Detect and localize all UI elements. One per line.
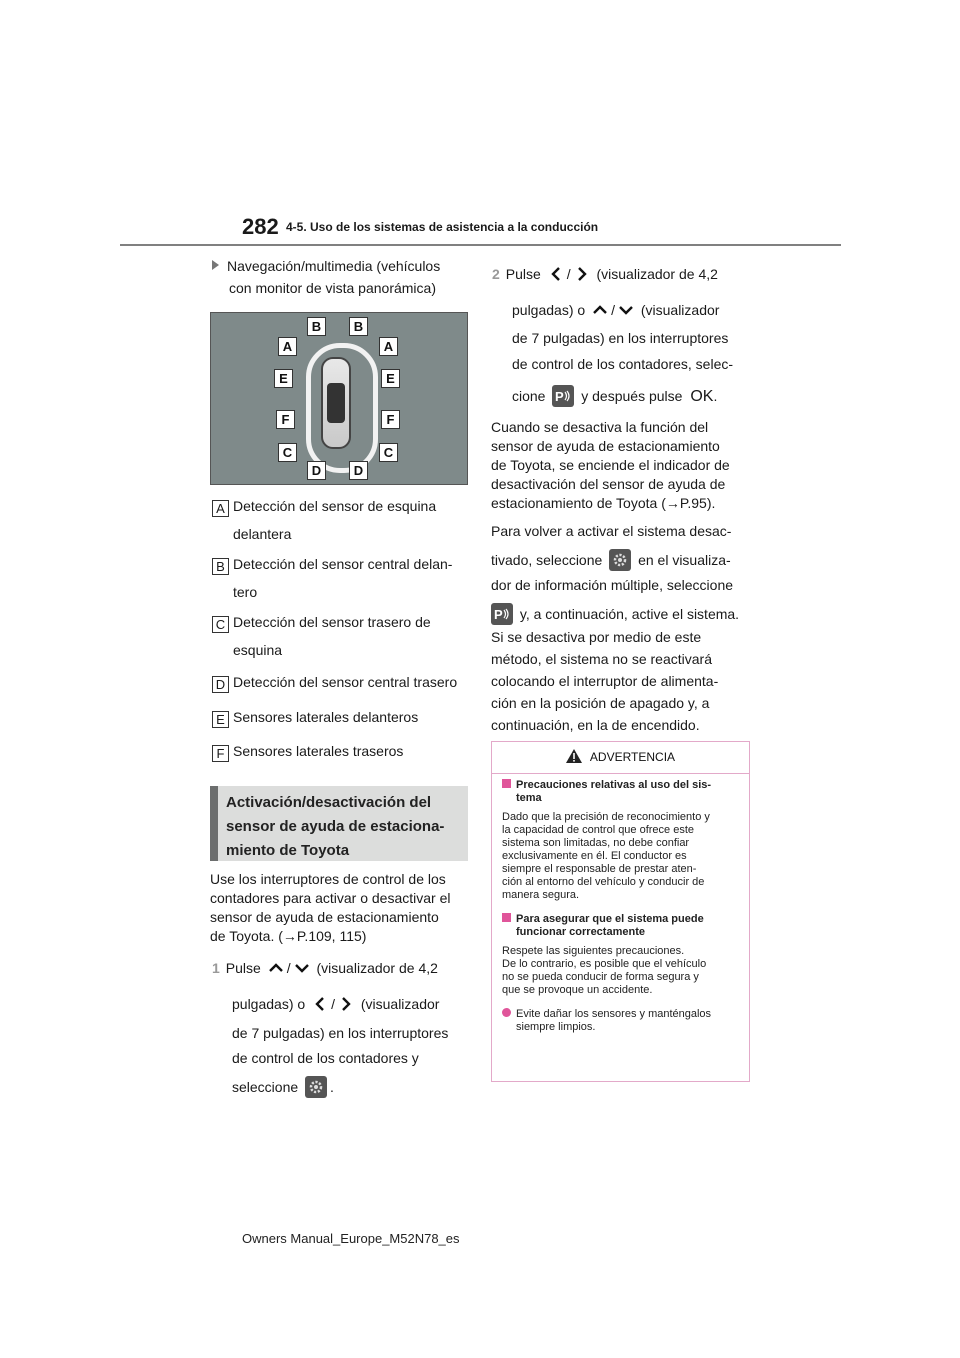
- diagram-label-c-right: C: [379, 443, 398, 462]
- gear-icon: [609, 549, 631, 571]
- diagram-label-d-left: D: [307, 461, 326, 480]
- diagram-label-f-right: F: [381, 410, 400, 429]
- triangle-bullet-icon: [212, 260, 219, 270]
- legend-item-d: D Detección del sensor central trasero: [212, 668, 457, 696]
- step1-line4: de control de los contadores y: [232, 1050, 419, 1066]
- chevron-left-icon: [548, 266, 564, 282]
- warning-bullet-1: Evite dañar los sensores y manténgalos siempre limpios.: [502, 1008, 741, 1034]
- step1-line2: pulgadas) o / (visualizador: [232, 996, 440, 1012]
- section-heading: Activación/desactivación del sensor de ayuda de estaciona- miento de Toyota: [210, 786, 468, 861]
- legend-item-f: F Sensores laterales traseros: [212, 737, 403, 765]
- warning-heading-2: Para asegurar que el sistema puede funcionar correctamente: [502, 913, 741, 939]
- bullet-navigation-line2: con monitor de vista panorámica): [229, 280, 436, 296]
- warning-heading-1: Precauciones relativas al uso del sis- tema: [502, 779, 741, 805]
- legend-item-a: A Detección del sensor de esquina: [212, 492, 436, 520]
- warning-paragraph-1: Dado que la precisión de reconocimiento y la capacidad de control que ofrece este sistema son limitadas, no debe confiar exclusivamente en él. El conductor es siempre el responsable de prestar aten- ción al entorno del vehículo y conducir de manera segura.: [502, 811, 710, 901]
- legend-item-a-line2: delantera: [233, 526, 292, 542]
- step1-line5: seleccione .: [232, 1073, 334, 1101]
- deactivation-paragraph: Cuando se desactiva la función del sensor de ayuda de estacionamiento de Toyota, se enciende el indicador de desactivación del sensor de ayuda de estacionamiento de Toyota (→P.95).: [491, 419, 730, 511]
- step2-line3: de 7 pulgadas) en los interruptores: [512, 330, 729, 346]
- diagram-label-b-right: B: [349, 317, 368, 336]
- diagram-label-f-left: F: [276, 410, 295, 429]
- chevron-up-icon: [592, 302, 608, 318]
- diagram-label-c-left: C: [278, 443, 297, 462]
- diagram-label-e-right: E: [381, 369, 400, 388]
- bullet-navigation: Navegación/multimedia (vehículos: [212, 252, 440, 280]
- chevron-right-icon: [574, 266, 590, 282]
- header-rule: [120, 244, 841, 246]
- diagram-label-a-right: A: [379, 337, 398, 356]
- step2-line5: cione P y después pulse OK.: [512, 382, 717, 411]
- diagram-label-e-left: E: [274, 369, 293, 388]
- diagram-label-d-right: D: [349, 461, 368, 480]
- diagram-label-a-left: A: [278, 337, 297, 356]
- reactivate-line2: tivado, seleccione en el visualiza-: [491, 546, 731, 574]
- chevron-left-icon: [312, 996, 328, 1012]
- warning-header: ADVERTENCIA: [492, 742, 749, 774]
- section-title: 4-5. Uso de los sistemas de asistencia a la conducción: [286, 220, 599, 234]
- svg-text:P: P: [494, 607, 503, 622]
- ok-button-glyph: OK: [690, 388, 714, 405]
- parking-sensor-icon: [491, 603, 513, 625]
- gear-icon: [305, 1076, 327, 1098]
- warning-paragraph-2: Respete las siguientes precauciones. De lo contrario, es posible que el vehículo no se pueda conducir de forma segura y que se provoque un accidente.: [502, 945, 707, 996]
- car-top-view-icon: [321, 357, 351, 449]
- legend-item-e: E Sensores laterales delanteros: [212, 703, 418, 731]
- parking-sensor-icon: [552, 385, 574, 407]
- chevron-up-icon: [268, 960, 284, 976]
- legend-item-c-line2: esquina: [233, 642, 283, 658]
- reactivate-line1: Para volver a activar el sistema desac-: [491, 523, 732, 539]
- step2-line2: pulgadas) o / (visualizador: [512, 302, 720, 318]
- footer-manual-id: Owners Manual_Europe_M52N78_es: [242, 1231, 460, 1246]
- chevron-right-icon: [338, 996, 354, 1012]
- diagram-label-b-left: B: [307, 317, 326, 336]
- svg-text:P: P: [555, 389, 565, 404]
- warning-box: [491, 741, 750, 1082]
- page-number: 282: [242, 214, 279, 239]
- legend-item-c: C Detección del sensor trasero de: [212, 608, 431, 636]
- legend-item-b: B Detección del sensor central delan-: [212, 550, 452, 578]
- step1-line1: 1 Pulse / (visualizador de 4,2: [212, 960, 438, 976]
- step1-line3: de 7 pulgadas) en los interruptores: [232, 1025, 449, 1041]
- step2-line1: 2 Pulse / (visualizador de 4,2: [492, 266, 718, 282]
- chevron-down-icon: [618, 302, 634, 318]
- intro-paragraph: Use los interruptores de control de los contadores para activar o desactivar el sensor de ayuda de estacionamiento de Toyota. (→P.109, 115): [210, 871, 451, 944]
- power-switch-paragraph: Si se desactiva por medio de este método, el sistema no se reactivará colocando el interruptor de alimenta- ción en la posición de apagado y, a continuación, en la de encendido.: [491, 629, 719, 733]
- legend-item-b-line2: tero: [233, 584, 258, 600]
- warning-triangle-icon: [566, 749, 582, 763]
- sensor-diagram: [210, 312, 468, 485]
- chevron-down-icon: [294, 960, 310, 976]
- reactivate-line3: dor de información múltiple, seleccione: [491, 577, 734, 593]
- reactivate-line4: P y, a continuación, active el sistema.: [491, 600, 739, 628]
- step2-line4: de control de los contadores, selec-: [512, 356, 734, 372]
